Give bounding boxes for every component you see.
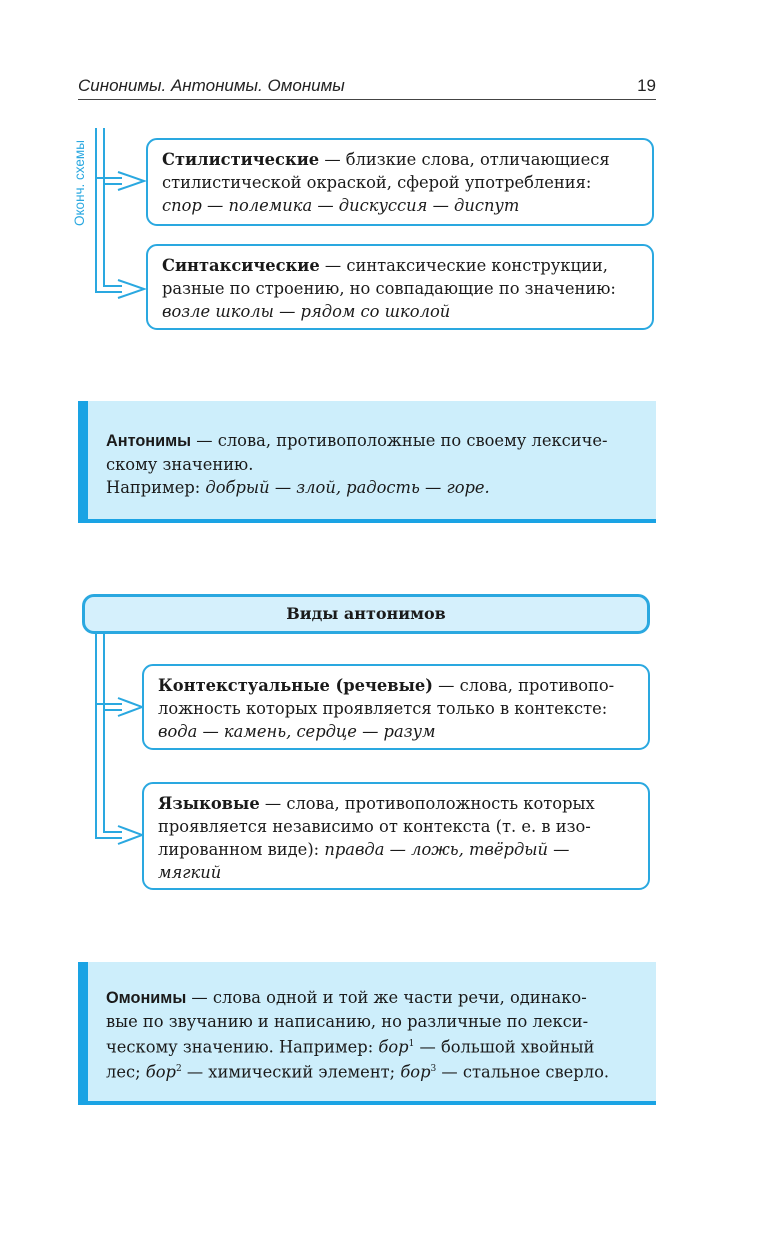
homonyms-definition (78, 962, 656, 1105)
language-line3-prefix: лированном виде): (158, 840, 325, 859)
contextual-example: вода — камень, сердце — разум (158, 722, 436, 741)
antonyms-definition (78, 401, 656, 523)
homonyms-line1: — слова одной и той же части речи, одинако- (186, 988, 587, 1007)
antonyms-line1: — слова, противоположные по своему лексиче- (191, 431, 608, 450)
language-antonyms-box (142, 782, 650, 890)
homonyms-line4-prefix: лес; (106, 1062, 146, 1082)
homonym-word-3: бор (400, 1062, 431, 1082)
syntactic-line2: разные по строению, но совпадающие по значению: (162, 279, 616, 298)
homonym-word-2: бор (145, 1062, 176, 1082)
contextual-antonyms-box (142, 664, 650, 750)
homonym-meaning-3: — стальное сверло. (436, 1062, 610, 1082)
language-line4-example: мягкий (158, 863, 222, 882)
contextual-line2: ложность которых проявляется только в контексте: (158, 699, 608, 718)
syntactic-line1: — синтаксические конструкции, (319, 256, 608, 275)
syntactic-synonyms-box (146, 244, 654, 330)
homonyms-line3-prefix: ческому значению. Например: (106, 1037, 379, 1057)
page-header-title: Синонимы. Антонимы. Омонимы (78, 76, 345, 95)
language-term: Языковые (158, 794, 260, 813)
vertical-label: Оконч. схемы (72, 140, 87, 226)
homonym-index-1: 1 (408, 1039, 415, 1049)
page-number: 19 (637, 76, 656, 95)
contextual-term: Контекстуальные (речевые) (158, 676, 433, 695)
stylistic-example: спор — полемика — дискуссия — диспут (162, 196, 520, 215)
antonyms-line2: скому значению. (106, 455, 254, 474)
homonym-index-3: 3 (430, 1064, 437, 1075)
homonym-index-2: 2 (175, 1064, 182, 1075)
language-line2: проявляется независимо от контекста (т. е. в изо- (158, 817, 591, 836)
syntactic-term: Синтаксические (162, 256, 320, 275)
homonyms-term: Омонимы (106, 989, 187, 1007)
homonym-word-1: бор (378, 1037, 409, 1057)
stylistic-line2: стилистической окраской, сферой употребления: (162, 173, 592, 192)
antonyms-term: Антонимы (106, 432, 192, 450)
homonym-meaning-2: — химический элемент; (181, 1062, 401, 1082)
homonyms-line2: вые по звучанию и написанию, но различные по лекси- (106, 1012, 589, 1031)
syntactic-example: возле школы — рядом со школой (162, 302, 451, 321)
homonym-meaning-1: — большой хвойный (414, 1037, 595, 1057)
language-line1: — слова, противоположность которых (259, 794, 595, 813)
antonym-types-title: Виды антонимов (82, 594, 650, 634)
stylistic-line1: — близкие слова, отличающиеся (319, 150, 610, 169)
antonyms-example: добрый — злой, радость — горе. (205, 478, 490, 497)
language-line3-example: правда — ложь, твёрдый — (324, 840, 570, 859)
stylistic-term: Стилистические (162, 150, 320, 169)
stylistic-synonyms-box (146, 138, 654, 226)
contextual-line1: — слова, противопо- (432, 676, 615, 695)
antonyms-example-prefix: Например: (106, 478, 206, 497)
